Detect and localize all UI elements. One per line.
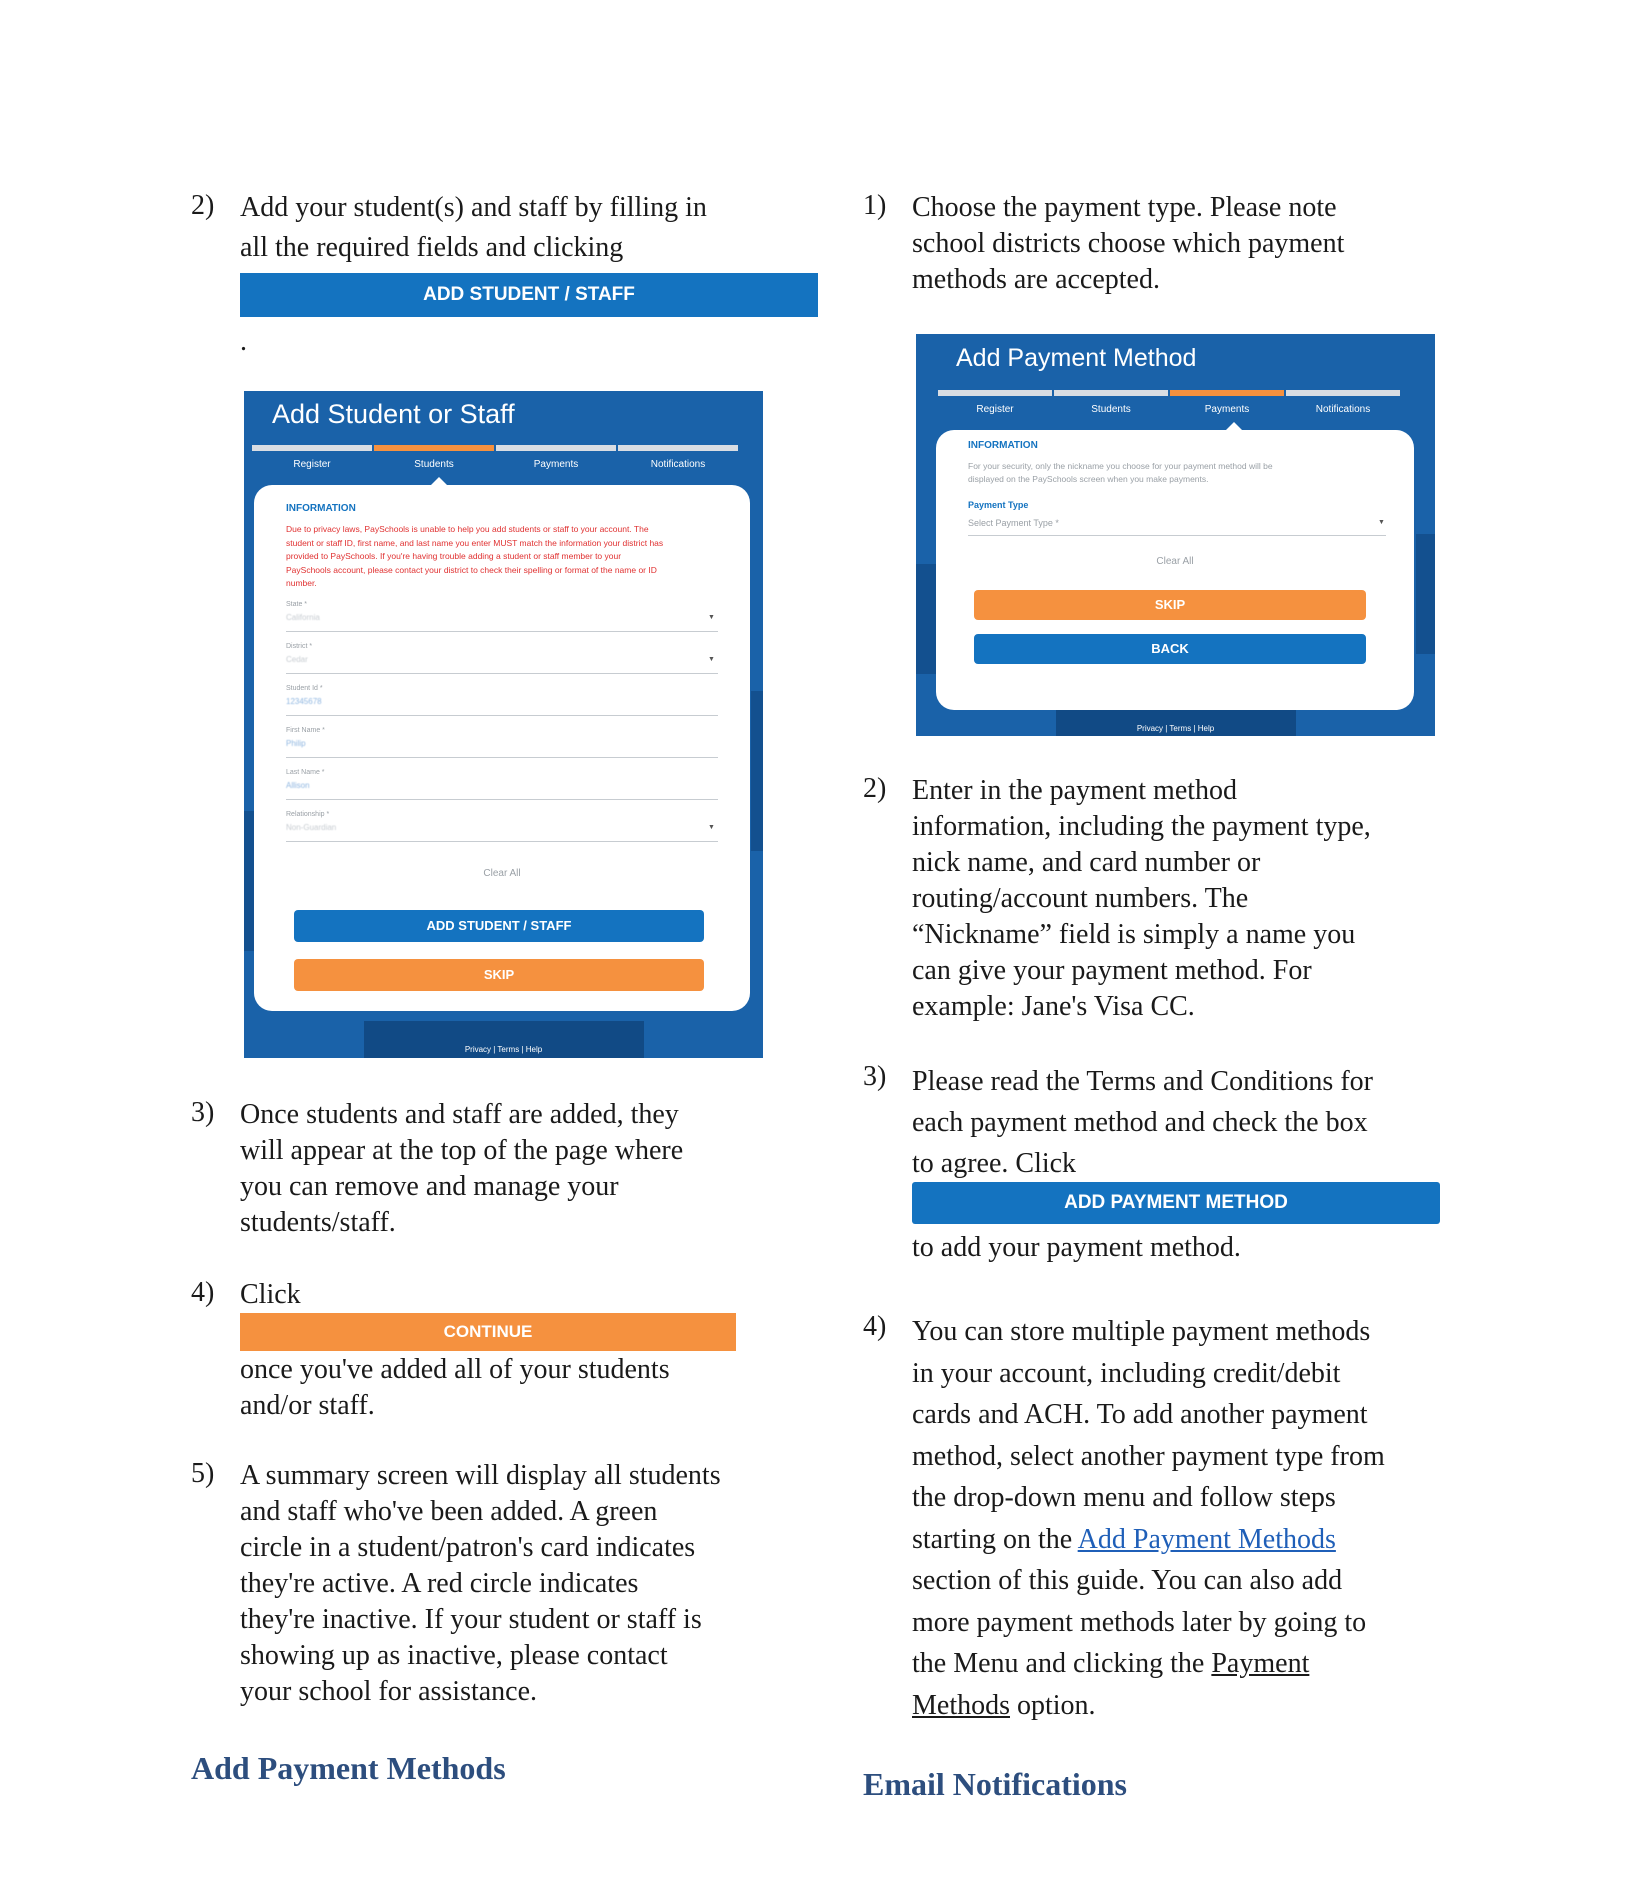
- add-payment-methods-link[interactable]: Add Payment Methods: [1077, 1523, 1336, 1555]
- student-id-input[interactable]: 12345678: [286, 697, 322, 706]
- step-text: A summary screen will display all students and staff who've been added. A green circle in a student/patron's card indicates they're active. A red circle indicates they're inactive. If your student or staff is showing up as inactive, please contact your school for assistance.: [240, 1460, 721, 1707]
- add-student-staff-button[interactable]: ADD STUDENT / STAFF: [240, 273, 818, 317]
- add-student-screenshot: [244, 391, 763, 1058]
- step-number: 1): [863, 190, 887, 221]
- skip-button[interactable]: SKIP: [974, 590, 1366, 620]
- field-label: Relationship *: [286, 811, 330, 818]
- payment-type-select[interactable]: Select Payment Type *: [968, 518, 1059, 528]
- step-number: 3): [191, 1097, 215, 1128]
- footer-links[interactable]: Privacy | Terms | Help: [464, 1045, 543, 1054]
- step-text: once you've added all of your students and/or staff.: [240, 1354, 670, 1421]
- footer-links[interactable]: Privacy | Terms | Help: [1136, 724, 1215, 733]
- payment-methods-menu-ref: Payment: [1211, 1648, 1310, 1679]
- section-heading-email-notifications: Email Notifications: [863, 1766, 1127, 1802]
- step-register[interactable]: Register: [293, 459, 331, 470]
- step-number: 2): [863, 773, 887, 804]
- step-text: [240, 190, 707, 266]
- continue-button[interactable]: CONTINUE: [240, 1313, 736, 1351]
- step-payments[interactable]: Payments: [533, 459, 579, 470]
- form-card: [936, 430, 1414, 710]
- screen-title: Add Payment Method: [956, 344, 1197, 372]
- chevron-down-icon: ▼: [708, 614, 715, 621]
- step-number: 5): [191, 1458, 215, 1489]
- field-label: First Name *: [286, 727, 325, 734]
- step-payments[interactable]: Payments: [1204, 404, 1250, 415]
- privacy-notice: Due to privacy laws, PaySchools is unable to help you add students or staff to your account. The student or staff ID, first name, and last name you enter MUST match the information your district has provided to PaySchools. If you're having trouble adding a student or staff member to your PaySchools account, please contact your district to check their spelling or format of the name or ID number.: [286, 524, 664, 588]
- state-select[interactable]: California: [286, 613, 320, 622]
- relationship-select[interactable]: Non-Guardian: [286, 823, 337, 832]
- step-notifications[interactable]: Notifications: [1315, 404, 1371, 415]
- payment-type-label: Payment Type: [968, 500, 1029, 510]
- stray-period: .: [240, 326, 247, 357]
- chevron-down-icon: ▼: [708, 656, 715, 663]
- field-label: Last Name *: [286, 769, 325, 776]
- back-button[interactable]: BACK: [974, 634, 1366, 664]
- step-number: 2): [191, 190, 215, 221]
- step-number: 3): [863, 1061, 887, 1092]
- form-card: [254, 485, 750, 1011]
- add-payment-method-screenshot: [916, 334, 1435, 736]
- step-students[interactable]: Students: [1091, 404, 1131, 415]
- clear-all-link[interactable]: Clear All: [1156, 556, 1194, 567]
- step-text: Once students and staff are added, they will appear at the top of the page where you can remove and manage your students/staff.: [240, 1099, 684, 1238]
- step-text: Click: [240, 1279, 301, 1310]
- section-heading-add-payment-methods: Add Payment Methods: [191, 1750, 506, 1786]
- step-text: to add your payment method.: [912, 1232, 1241, 1263]
- step-text: Choose the payment type. Please note school districts choose which payment methods are accepted.: [912, 192, 1345, 295]
- payment-methods-menu-ref: Methods: [912, 1689, 1010, 1721]
- field-label: District *: [286, 643, 313, 650]
- first-name-input[interactable]: Philip: [286, 739, 306, 748]
- chevron-down-icon: ▼: [1378, 519, 1385, 526]
- security-notice: For your security, only the nickname you choose for your payment method will be displayed on the PaySchools screen when you make payments.: [968, 461, 1273, 484]
- clear-all-link[interactable]: Clear All: [483, 868, 521, 879]
- last-name-input[interactable]: Allison: [286, 781, 310, 790]
- district-select[interactable]: Cedar: [286, 655, 308, 664]
- step-students[interactable]: Students: [414, 459, 454, 470]
- field-label: Student Id *: [286, 685, 323, 692]
- step-text: You can store multiple payment methods in your account, including credit/debit cards and ACH. To add another payment method, select another payment type from the drop-down menu and follow steps starting on the Add Payment Methods section of this guide. You can also add more payment methods later by going to the Menu and clicking the Payment Methods option.: [912, 1316, 1385, 1721]
- screen-title: Add Student or Staff: [272, 399, 515, 429]
- add-payment-method-button[interactable]: ADD PAYMENT METHOD: [912, 1182, 1440, 1224]
- text-line: all the required fields and clicking: [240, 232, 624, 263]
- field-label: State *: [286, 601, 308, 608]
- step-number: 4): [863, 1311, 887, 1342]
- skip-button[interactable]: SKIP: [294, 959, 704, 991]
- info-heading: INFORMATION: [968, 440, 1038, 451]
- add-student-staff-button[interactable]: ADD STUDENT / STAFF: [294, 910, 704, 942]
- step-register[interactable]: Register: [976, 404, 1014, 415]
- step-text: Please read the Terms and Conditions for each payment method and check the box to agree. Click: [912, 1066, 1373, 1179]
- step-number: 4): [191, 1277, 215, 1308]
- text-line: Add your student(s) and staff by filling in: [240, 192, 707, 223]
- step-text: Enter in the payment method information, including the payment type, nick name, and card number or routing/account numbers. The “Nickname” field is simply a name you can give your payment method. For example: Jane's Visa CC.: [912, 775, 1371, 1022]
- info-heading: INFORMATION: [286, 503, 356, 514]
- step-notifications[interactable]: Notifications: [650, 459, 706, 470]
- chevron-down-icon: ▼: [708, 824, 715, 831]
